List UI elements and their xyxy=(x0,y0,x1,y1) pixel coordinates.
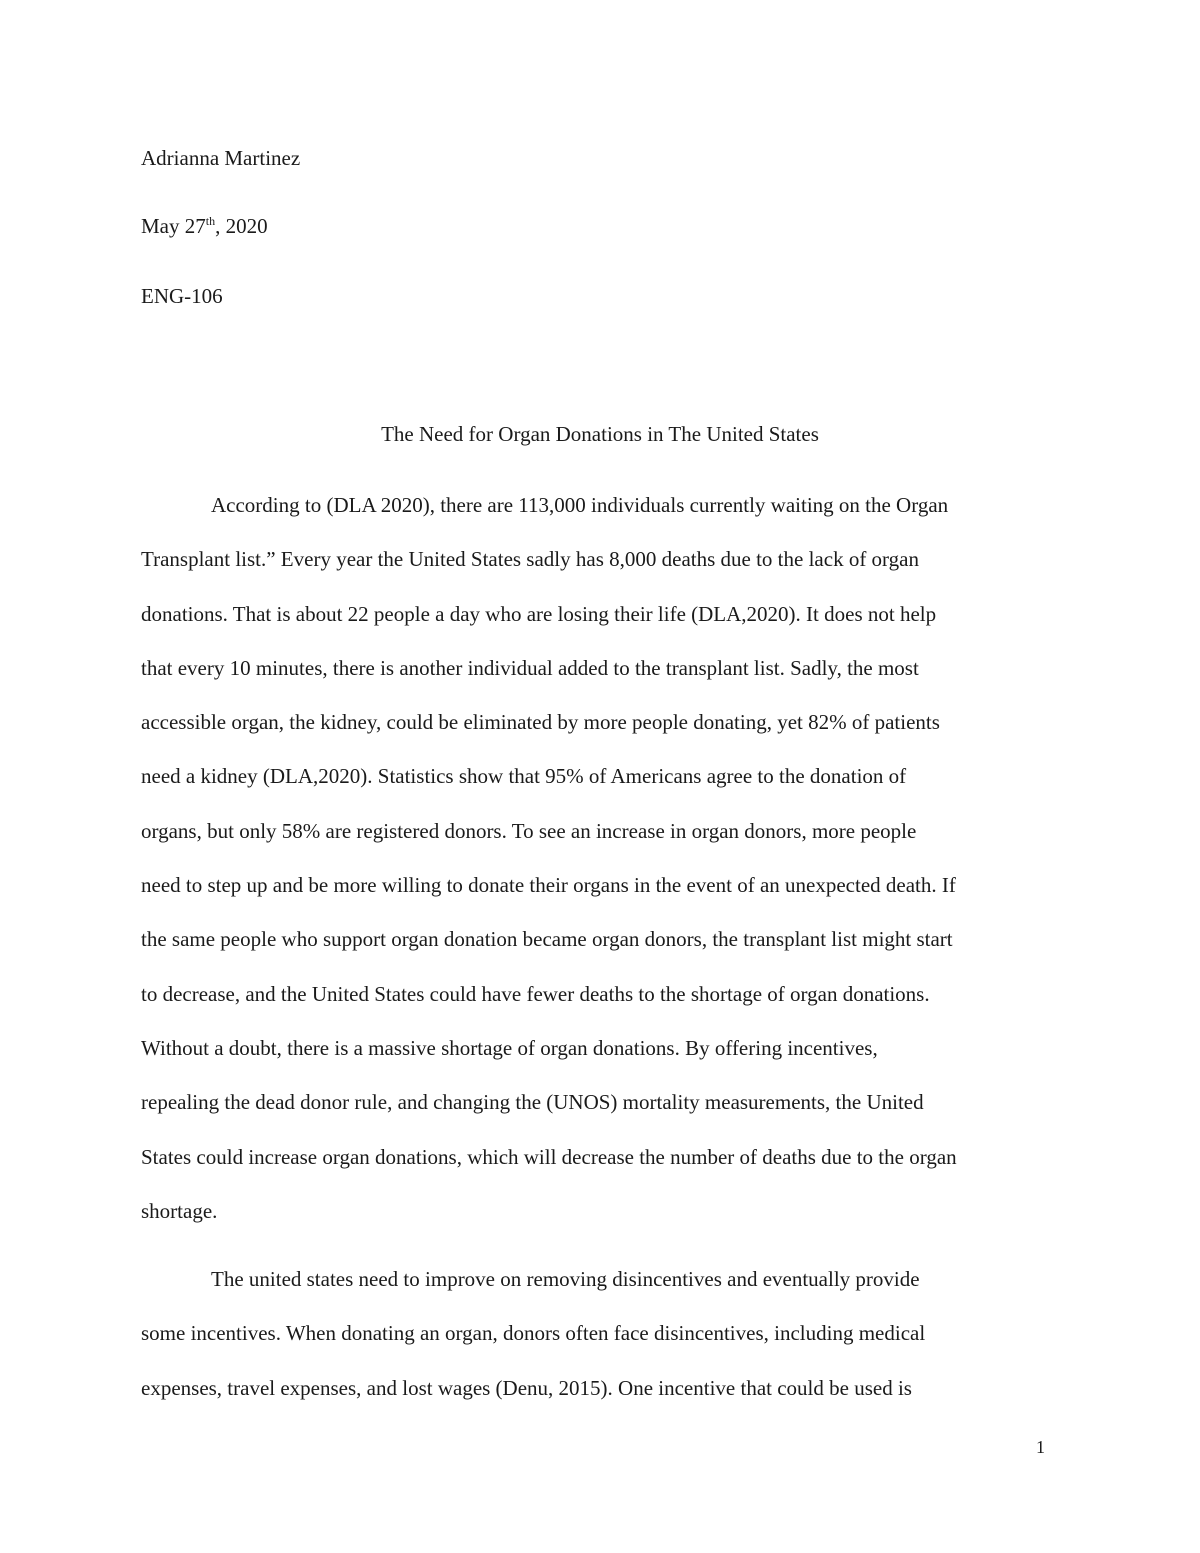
page-number: 1 xyxy=(1036,1437,1045,1457)
paragraph-line: shortage. xyxy=(141,1198,218,1223)
paragraph-line: repealing the dead donor rule, and changing the (UNOS) mortality measurements, the United xyxy=(141,1090,924,1115)
paragraph-line: Transplant list.” Every year the United States sadly has 8,000 deaths due to the lack of organ xyxy=(141,547,919,572)
paragraph-line: donations. That is about 22 people a day who are losing their life (DLA,2020). It does not help xyxy=(141,601,937,626)
paragraph-line: accessible organ, the kidney, could be eliminated by more people donating, yet 82% of patients xyxy=(141,710,940,735)
paragraph-line: some incentives. When donating an organ, donors often face disincentives, including medical xyxy=(141,1321,926,1346)
course-code: ENG-106 xyxy=(141,284,223,308)
paragraph-line: to decrease, and the United States could have fewer deaths to the shortage of organ donations. xyxy=(141,981,930,1006)
date-suffix: , 2020 xyxy=(215,214,268,238)
document-date xyxy=(141,214,268,238)
essay-title: The Need for Organ Donations in The United States xyxy=(381,422,819,446)
paragraph-line: the same people who support organ donation became organ donors, the transplant list might start xyxy=(141,927,953,952)
paragraph-2 xyxy=(141,1252,1057,1415)
date-prefix: May 27 xyxy=(141,214,206,238)
paragraph-line: The united states need to improve on removing disincentives and eventually provide xyxy=(211,1267,920,1291)
paragraph-line: need a kidney (DLA,2020). Statistics show that 95% of Americans agree to the donation of xyxy=(141,764,907,789)
paragraph-line: According to (DLA 2020), there are 113,000 individuals currently waiting on the Organ xyxy=(211,493,949,517)
paragraph-line: States could increase organ donations, which will decrease the number of deaths due to the organ xyxy=(141,1144,957,1169)
paragraph-line: organs, but only 58% are registered donors. To see an increase in organ donors, more people xyxy=(141,818,917,843)
paragraph-1 xyxy=(141,478,1057,1238)
author-name: Adrianna Martinez xyxy=(141,146,301,170)
paragraph-line: that every 10 minutes, there is another individual added to the transplant list. Sadly, the most xyxy=(141,655,919,680)
paragraph-line: need to step up and be more willing to donate their organs in the event of an unexpected death. If xyxy=(141,873,956,898)
paragraph-line: expenses, travel expenses, and lost wages (Denu, 2015). One incentive that could be used is xyxy=(141,1375,912,1400)
date-ordinal-suffix: th xyxy=(205,214,216,228)
paragraph-line: Without a doubt, there is a massive shortage of organ donations. By offering incentives, xyxy=(141,1035,878,1060)
